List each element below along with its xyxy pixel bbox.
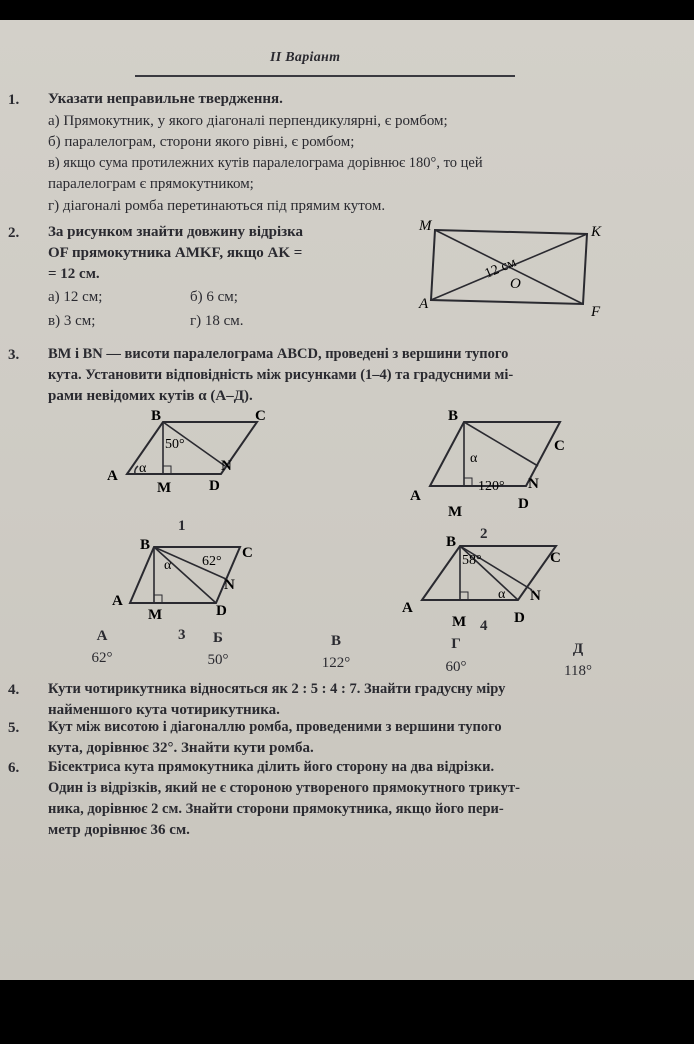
answer-b-letter: Б bbox=[213, 630, 223, 646]
q6-number: 6. bbox=[8, 760, 20, 776]
svg-text:D: D bbox=[518, 496, 529, 512]
svg-text:B: B bbox=[151, 408, 162, 424]
vertex-m-label: M bbox=[419, 218, 432, 234]
answer-d-letter: Г bbox=[451, 636, 461, 652]
q3-figure-3-label: 3 bbox=[178, 627, 186, 643]
q1-option-c-line1: в) якщо сума протилежних кутів паралелограма дорівнює 180°, то цей bbox=[48, 155, 483, 171]
q1-option-c-line2: паралелограм є прямокутником; bbox=[48, 176, 254, 192]
q2-option-b: б) 6 см; bbox=[190, 289, 238, 305]
svg-text:α: α bbox=[470, 451, 478, 466]
q2-line2: OF прямокутника AMKF, якщо AK = bbox=[48, 245, 303, 261]
q2-option-a: а) 12 см; bbox=[48, 289, 103, 305]
svg-text:M: M bbox=[452, 614, 467, 630]
vertex-k-label: K bbox=[591, 224, 602, 240]
q1-option-a: а) Прямокутник, у якого діагоналі перпендикулярні, є ромбом; bbox=[48, 113, 448, 129]
svg-text:M: M bbox=[448, 504, 463, 518]
answer-c-letter: В bbox=[330, 633, 341, 649]
variant-title: ІІ Варіант bbox=[270, 50, 341, 65]
vertex-f-label: F bbox=[591, 304, 601, 320]
q1-number: 1. bbox=[8, 92, 20, 108]
svg-text:120°: 120° bbox=[478, 479, 505, 494]
q5-number: 5. bbox=[8, 720, 20, 736]
q3-figure-1 bbox=[105, 408, 275, 518]
q3-figure-2 bbox=[408, 408, 578, 518]
svg-text:N: N bbox=[221, 458, 232, 474]
q1-prompt: Указати неправильне твердження. bbox=[48, 91, 283, 107]
svg-text:62°: 62° bbox=[202, 554, 222, 569]
svg-text:α: α bbox=[498, 587, 506, 602]
svg-text:N: N bbox=[528, 476, 539, 492]
title-underline bbox=[135, 75, 515, 77]
q4-line1: Кути чотирикутника відносяться як 2 : 5 : 4 : 7. Знайти градусну міру bbox=[48, 681, 506, 697]
q2-rectangle-figure bbox=[415, 216, 615, 326]
svg-text:α: α bbox=[164, 558, 172, 573]
q6-line3: ника, дорівнює 2 см. Знайти сторони прямокутника, якщо його пери- bbox=[48, 801, 504, 817]
q2-option-d: г) 18 см. bbox=[190, 313, 244, 329]
q2-line1: За рисунком знайти довжину відрізка bbox=[48, 224, 304, 240]
answer-e-value: 118° bbox=[564, 663, 592, 679]
length-label: 12 см bbox=[482, 255, 519, 282]
q5-line1: Кут між висотою і діагоналлю ромба, проведеними з вершини тупого bbox=[48, 719, 502, 735]
svg-text:B: B bbox=[448, 408, 459, 424]
svg-text:B: B bbox=[446, 534, 457, 550]
answer-a-letter: А bbox=[96, 628, 108, 644]
svg-text:50°: 50° bbox=[165, 437, 185, 452]
center-o-label: O bbox=[510, 276, 521, 292]
svg-text:N: N bbox=[530, 588, 541, 604]
answer-e-letter: Д bbox=[572, 641, 584, 657]
answer-a-value: 62° bbox=[91, 650, 113, 666]
svg-text:A: A bbox=[410, 488, 421, 504]
q3-line2: кута. Установити відповідність між рисунками (1–4) та градусними мі- bbox=[48, 367, 514, 383]
q4-line2: найменшого кута чотирикутника. bbox=[48, 702, 280, 718]
q2-option-c: в) 3 см; bbox=[48, 313, 96, 329]
q1-option-b: б) паралелограм, сторони якого рівні, є ромбом; bbox=[48, 134, 355, 150]
svg-text:D: D bbox=[514, 610, 525, 626]
q2-line3: = 12 см. bbox=[48, 266, 100, 282]
q6-line2: Один із відрізків, який не є стороною утвореного прямокутного трикут- bbox=[48, 780, 520, 796]
svg-text:C: C bbox=[242, 545, 253, 561]
q6-line4: метр дорівнює 36 см. bbox=[48, 822, 190, 838]
q4-number: 4. bbox=[8, 682, 20, 698]
q3-line1: BM і BN — висоти паралелограма ABCD, проведені з вершини тупого bbox=[48, 346, 509, 362]
answer-c-value: 122° bbox=[321, 655, 351, 671]
answer-b-value: 50° bbox=[207, 652, 229, 668]
answer-d-value: 60° bbox=[445, 659, 467, 675]
svg-text:A: A bbox=[107, 468, 118, 484]
worksheet-page bbox=[0, 20, 694, 980]
q3-line3: рами невідомих кутів α (А–Д). bbox=[48, 388, 253, 404]
q3-figure-2-label: 2 bbox=[480, 526, 488, 542]
q3-figure-1-label: 1 bbox=[178, 518, 186, 534]
svg-text:B: B bbox=[140, 537, 151, 553]
vertex-a-label: A bbox=[419, 296, 429, 312]
q2-number: 2. bbox=[8, 225, 20, 241]
svg-text:C: C bbox=[554, 438, 565, 454]
svg-text:M: M bbox=[157, 480, 172, 496]
svg-text:C: C bbox=[550, 550, 561, 566]
svg-text:58°: 58° bbox=[462, 553, 482, 568]
svg-text:α: α bbox=[139, 461, 147, 476]
q6-line1: Бісектриса кута прямокутника ділить його сторону на два відрізки. bbox=[48, 759, 495, 775]
svg-text:D: D bbox=[209, 478, 220, 494]
q1-option-d: г) діагоналі ромба перетинаються під прямим кутом. bbox=[48, 198, 386, 214]
svg-text:D: D bbox=[216, 603, 227, 619]
q3-figure-4-label: 4 bbox=[480, 618, 488, 634]
svg-text:M: M bbox=[148, 607, 163, 623]
svg-text:C: C bbox=[255, 408, 266, 424]
svg-text:N: N bbox=[224, 577, 235, 593]
svg-text:A: A bbox=[402, 600, 413, 616]
q5-line2: кута, дорівнює 32°. Знайти кути ромба. bbox=[48, 740, 314, 756]
q3-figure-3 bbox=[110, 535, 270, 635]
q3-number: 3. bbox=[8, 347, 20, 363]
svg-text:A: A bbox=[112, 593, 123, 609]
